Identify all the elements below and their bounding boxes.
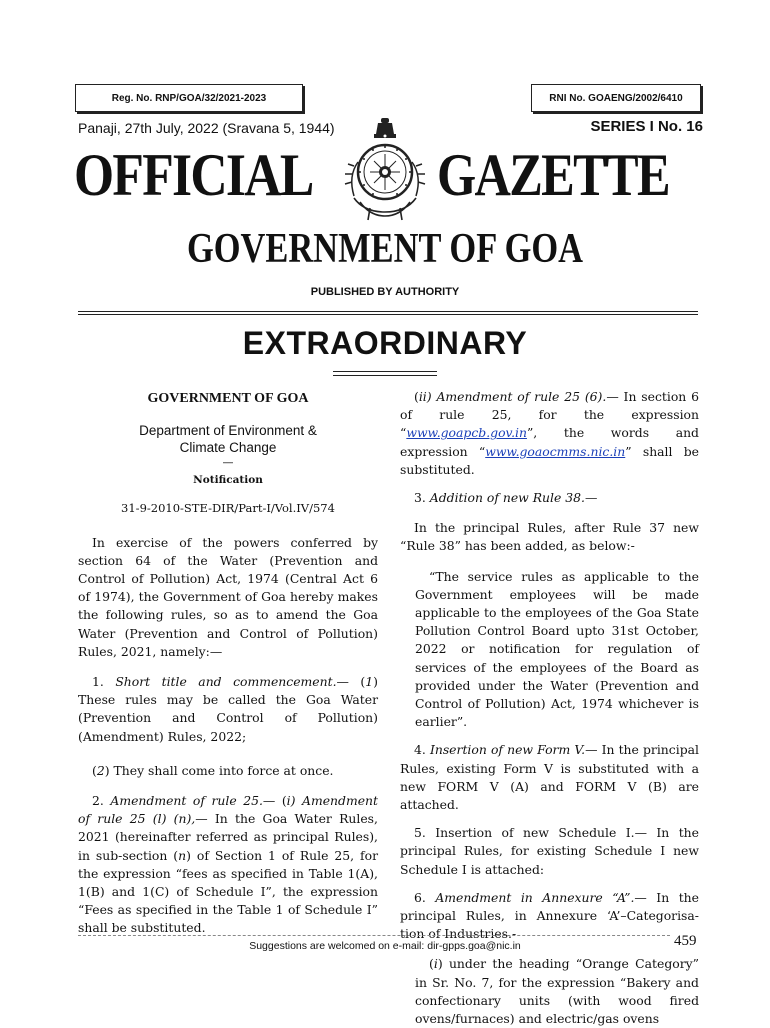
goa-state-emblem-icon <box>340 116 430 224</box>
notification-reference: 31-9-2010-STE-DIR/Part-I/Vol.IV/574 <box>121 501 335 516</box>
masthead-gazette: GAZETTE <box>437 142 669 208</box>
rni-number-box <box>531 84 701 112</box>
separator-dash: — <box>222 456 234 470</box>
rule-3-heading: 3. Addition of new Rule 38.— <box>414 490 598 506</box>
goaocmms-link[interactable]: www.goaocmms.nic.in <box>485 443 626 459</box>
rule-5-paragraph: 5. Insertion of new Schedule I.— In the principal Rules, for existing Schedule I new Schedule I is attached: <box>400 825 699 877</box>
masthead-official: OFFICIAL <box>74 142 313 208</box>
series-number: SERIES I No. 16 <box>590 118 703 135</box>
page-number: 459 <box>674 933 697 949</box>
rule-4-paragraph: 4. Insertion of new Form V.— In the principal Rules, existing Form V is substituted with a new FORM V (A) and FORM V (B) are attached. <box>400 742 699 813</box>
rule-38-quote: “The service rules as applicable to the Government employees will be made applicable to the employees of the Goa State Pollution Control Board upto 31st October, 2022 or notification for regulation of services of the employees of the Board as provided under the Water (Prevention and Control of Pollution) Act, 1974 whichever is earlier”. <box>415 568 699 730</box>
left-column <box>78 388 378 938</box>
department-line-1: Department of Environment & <box>139 423 317 439</box>
issue-date: Panaji, 27th July, 2022 (Sravana 5, 1944) <box>78 120 335 136</box>
preamble-paragraph: In exercise of the powers conferred by section 64 of the Water (Prevention and Control of Pollution) Act, 1974 (Central Act 6 of 1974), the Government of Goa hereby makes the following rules, so as to amend the Goa Water (Prevention and Control of Pollution) Rules, 2021, namely:— <box>78 534 378 659</box>
rule-1-paragraph: 1. Short title and commencement.— (1) These rules may be called the Goa Water (Prevention and Control of Pollution) (Amendment) Rules, 2022; <box>78 674 378 744</box>
rni-number: RNI No. GOAENG/2002/6410 <box>549 92 683 104</box>
rule-2-subclause-ii: (ii) Amendment of rule 25 (6).— In section 6 of rule 25, for the expression “www.goapcb.gov.in”, the words and expression “www.goaocmms.nic.in” shall be substituted. <box>400 389 699 477</box>
rule-3-paragraph: In the principal Rules, after Rule 37 new “Rule 38” has been added, as below:- <box>400 520 699 554</box>
rule-6-subclause-i: (i) under the heading “Orange Category” in Sr. No. 7, for the expression “Bakery and confectionary units (with wood fired ovens/furnaces) and electric/gas ovens <box>415 956 699 1027</box>
right-column <box>400 388 699 1028</box>
department-line-2: Climate Change <box>179 440 277 456</box>
edition-title: EXTRAORDINARY <box>242 325 528 361</box>
rule-2-title: Amendment of rule 25. <box>110 793 263 809</box>
rule-6-paragraph: 6. Amendment in Annexure “A”.— In the principal Rules, in Annexure ‘A’–Categorisa-tion of Industries.- <box>400 889 699 942</box>
government-title: GOVERNMENT OF GOA <box>186 226 584 272</box>
published-by-authority: PUBLISHED BY AUTHORITY <box>310 286 460 298</box>
rule-1-number: 1. <box>92 674 104 690</box>
rule-1-title: Short title and commencement. <box>115 674 337 690</box>
edition-rule-top <box>333 371 437 372</box>
goapcb-link[interactable]: www.goapcb.gov.in <box>406 425 527 441</box>
registration-number-box <box>75 84 303 112</box>
registration-number: Reg. No. RNP/GOA/32/2021-2023 <box>111 92 267 104</box>
header-divider-bottom <box>78 314 698 315</box>
edition-rule-bottom <box>333 375 437 376</box>
footer-divider <box>78 935 670 936</box>
notification-label: Notification <box>193 474 263 487</box>
notification-government-heading: GOVERNMENT OF GOA <box>147 391 309 406</box>
department-name <box>78 422 378 456</box>
rule-2-paragraph: 2. Amendment of rule 25.— (i) Amendment of rule 25 (l) (n),— In the Goa Water Rules, 2021 (hereinafter referred as principal Rules), in sub-section (n) of Section 1 of Rule 25, for the expression “fees as specified in Table 1(A), 1(B) and 1(C) of Schedule I”, the expression “Fees as specified in the Table 1 of Schedule I” shall be substituted. <box>78 793 379 936</box>
header-divider-top <box>78 311 698 312</box>
rule-1-clause-2: (2) They shall come into force at once. <box>92 762 334 778</box>
footer-suggestion: Suggestions are welcomed on e-mail: dir-gpps.goa@nic.in <box>249 940 521 952</box>
